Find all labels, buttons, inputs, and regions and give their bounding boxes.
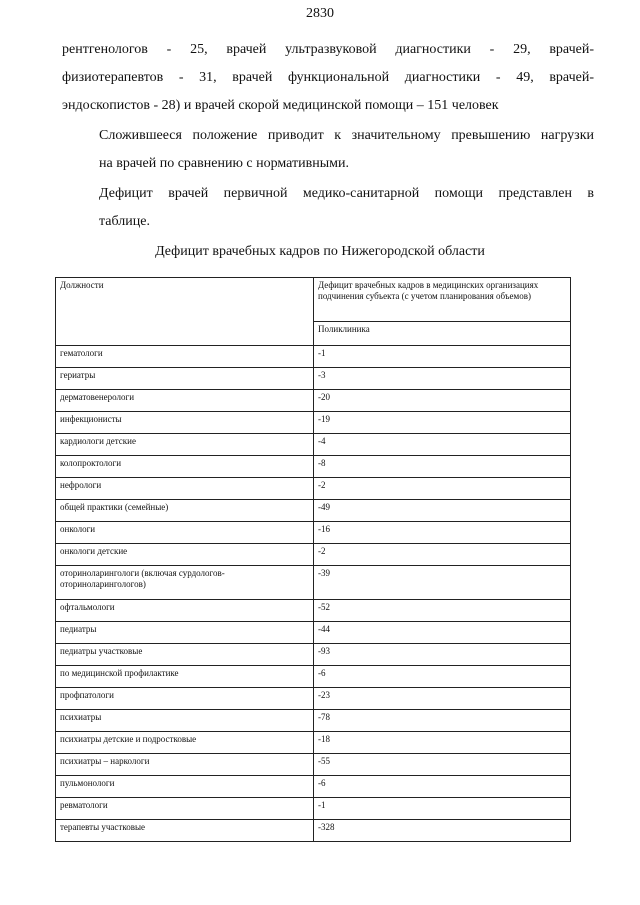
text-line: рентгенологов - 25, врачей ультразвуковой диагностики - 29, врачей- [62,42,594,57]
table-row [56,390,571,412]
table-row [56,666,571,688]
table-row [56,820,571,842]
cell-deficit: -93 [314,644,571,666]
cell-deficit: -328 [314,820,571,842]
cell-deficit: -20 [314,390,571,412]
table-row [56,798,571,820]
cell-deficit: -2 [314,544,571,566]
table-row [56,732,571,754]
text-line: Дефицит врачей первичной медико-санитарной помощи представлен в [99,186,594,201]
text-line: физиотерапевтов - 31, врачей функциональной диагностики - 49, врачей- [62,70,594,85]
deficit-table [55,277,571,842]
text-line: на врачей по сравнению с нормативными. [99,156,349,171]
table-row [56,478,571,500]
table-row [56,412,571,434]
cell-deficit: -6 [314,666,571,688]
table-title: Дефицит врачебных кадров по Нижегородской области [155,244,485,259]
cell-deficit: -4 [314,434,571,456]
cell-position: онкологи детские [56,544,314,566]
cell-deficit: -44 [314,622,571,644]
table-row [56,544,571,566]
cell-deficit: -1 [314,798,571,820]
cell-position: инфекционисты [56,412,314,434]
table-row [56,434,571,456]
table-row [56,644,571,666]
table-row [56,622,571,644]
cell-position: общей практики (семейные) [56,500,314,522]
cell-position: по медицинской профилактике [56,666,314,688]
cell-position: онкологи [56,522,314,544]
cell-deficit: -6 [314,776,571,798]
cell-position: гериатры [56,368,314,390]
header-positions: Должности [56,278,314,346]
paragraph-workload [62,122,594,178]
cell-position: психиатры [56,710,314,732]
table-row [56,688,571,710]
cell-deficit: -39 [314,566,571,600]
table-row [56,776,571,798]
page-number: 2830 [306,6,334,21]
cell-position: педиатры участковые [56,644,314,666]
cell-position: терапевты участковые [56,820,314,842]
text-line: эндоскопистов - 28) и врачей скорой медицинской помощи – 151 человек [62,98,499,113]
paragraph-doctor-counts [62,36,594,120]
cell-deficit: -18 [314,732,571,754]
cell-position: нефрологи [56,478,314,500]
table-row [56,710,571,732]
table-header-row [56,278,571,322]
cell-deficit: -3 [314,368,571,390]
cell-position: кардиологи детские [56,434,314,456]
cell-position: офтальмологи [56,600,314,622]
cell-position: психиатры детские и подростковые [56,732,314,754]
cell-deficit: -16 [314,522,571,544]
table-row [56,346,571,368]
cell-position: профпатологи [56,688,314,710]
header-deficit: Дефицит врачебных кадров в медицинских организациях подчинения субъекта (с учетом планирования объемов) [314,278,571,322]
cell-deficit: -78 [314,710,571,732]
cell-position: гематологи [56,346,314,368]
cell-position: дерматовенерологи [56,390,314,412]
table-row [56,600,571,622]
cell-deficit: -23 [314,688,571,710]
cell-deficit: -1 [314,346,571,368]
cell-deficit: -8 [314,456,571,478]
cell-deficit: -55 [314,754,571,776]
table-row [56,566,571,600]
cell-position: педиатры [56,622,314,644]
cell-deficit: -52 [314,600,571,622]
text-line: таблице. [99,214,150,229]
cell-position: колопроктологи [56,456,314,478]
cell-deficit: -2 [314,478,571,500]
cell-position: ревматологи [56,798,314,820]
cell-position: оториноларингологи (включая сурдологов-оториноларингологов) [56,566,314,600]
cell-deficit: -49 [314,500,571,522]
table-row [56,754,571,776]
table-row [56,456,571,478]
cell-position: психиатры – наркологи [56,754,314,776]
cell-position: пульмонологи [56,776,314,798]
table-row [56,500,571,522]
subheader-polyclinic: Поликлиника [314,321,571,345]
text-line: Сложившееся положение приводит к значительному превышению нагрузки [99,128,594,143]
cell-deficit: -19 [314,412,571,434]
table-row [56,368,571,390]
paragraph-table-intro [62,180,594,236]
table-row [56,522,571,544]
